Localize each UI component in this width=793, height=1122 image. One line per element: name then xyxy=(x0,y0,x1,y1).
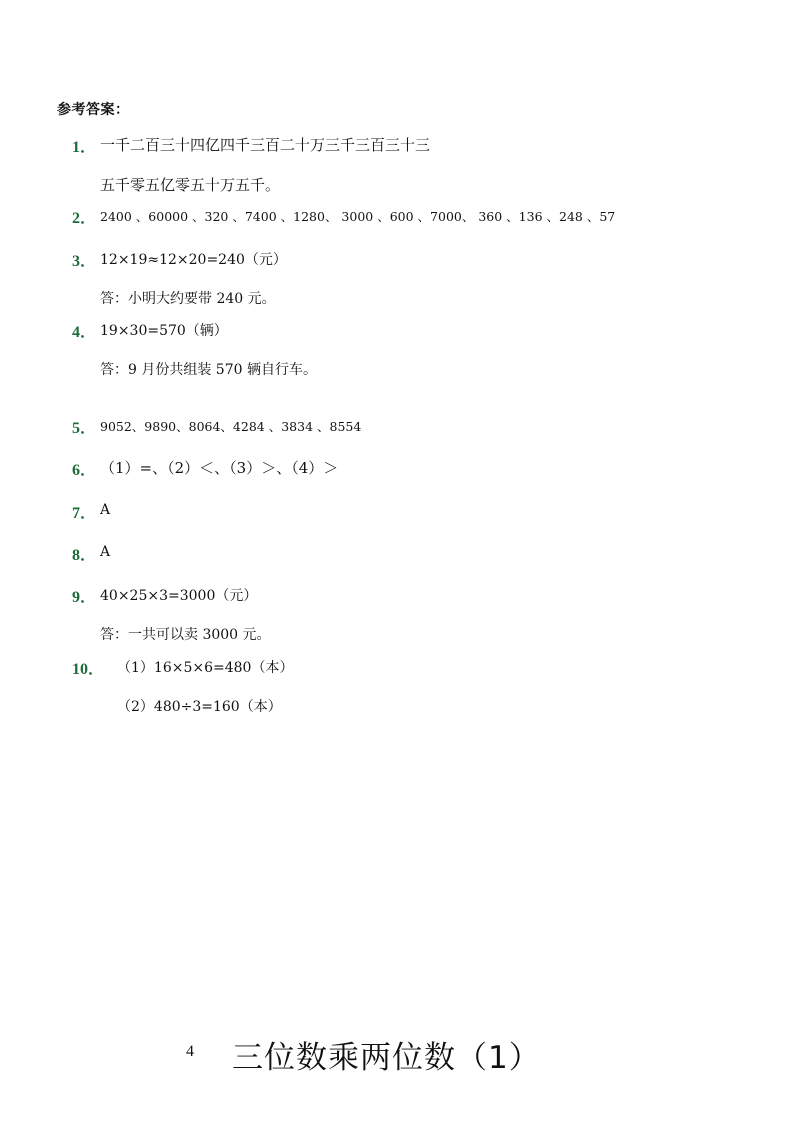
answer-5-line-1: 9052、9890、8064、4284 、3834 、8554 xyxy=(100,419,362,434)
answer-10-line-2: （2）480÷3=160（本） xyxy=(117,699,282,715)
answer-4-line-1: 19×30=570（辆） xyxy=(100,323,228,339)
answer-number-1: 1． xyxy=(72,139,97,156)
answer-3-line-1: 12×19≈12×20=240（元） xyxy=(100,252,287,268)
answer-8-line-1: A xyxy=(100,544,111,560)
answer-number-7: 7． xyxy=(72,505,97,522)
answer-number-4: 4． xyxy=(72,324,97,341)
answer-1-line-2: 五千零五亿零五十万五千。 xyxy=(100,176,281,194)
answer-number-8: 8． xyxy=(72,547,97,564)
answer-9-line-1: 40×25×3=3000（元） xyxy=(100,588,258,604)
answer-number-10: 10． xyxy=(72,661,105,678)
next-section-title: 三位数乘两位数（1） xyxy=(232,1040,541,1076)
answer-number-2: 2． xyxy=(72,210,97,227)
answer-number-3: 3． xyxy=(72,253,97,270)
answer-7-line-1: A xyxy=(100,502,111,518)
page-heading: 参考答案： xyxy=(57,102,130,118)
answer-9-line-2: 答：一共可以卖 3000 元。 xyxy=(100,627,271,643)
answer-2-line-1: 2400 、60000 、320 、7400 、1280、 3000 、600 、7000、 360 、136 、248 、57 xyxy=(100,209,616,224)
answer-number-9: 9． xyxy=(72,589,97,606)
answer-number-6: 6． xyxy=(72,462,97,479)
answer-4-line-2: 答：9 月份共组装 570 辆自行车。 xyxy=(100,362,317,378)
page-number: 4 xyxy=(186,1043,194,1060)
answer-10-line-1: （1）16×5×6=480（本） xyxy=(117,660,294,676)
answer-3-line-2: 答：小明大约要带 240 元。 xyxy=(100,291,276,307)
answer-1-line-1: 一千二百三十四亿四千三百二十万三千三百三十三 xyxy=(100,136,431,154)
answer-number-5: 5． xyxy=(72,420,97,437)
answer-6-line-1: （1）=、（2）＜、（3）＞、（4）＞ xyxy=(100,459,339,477)
